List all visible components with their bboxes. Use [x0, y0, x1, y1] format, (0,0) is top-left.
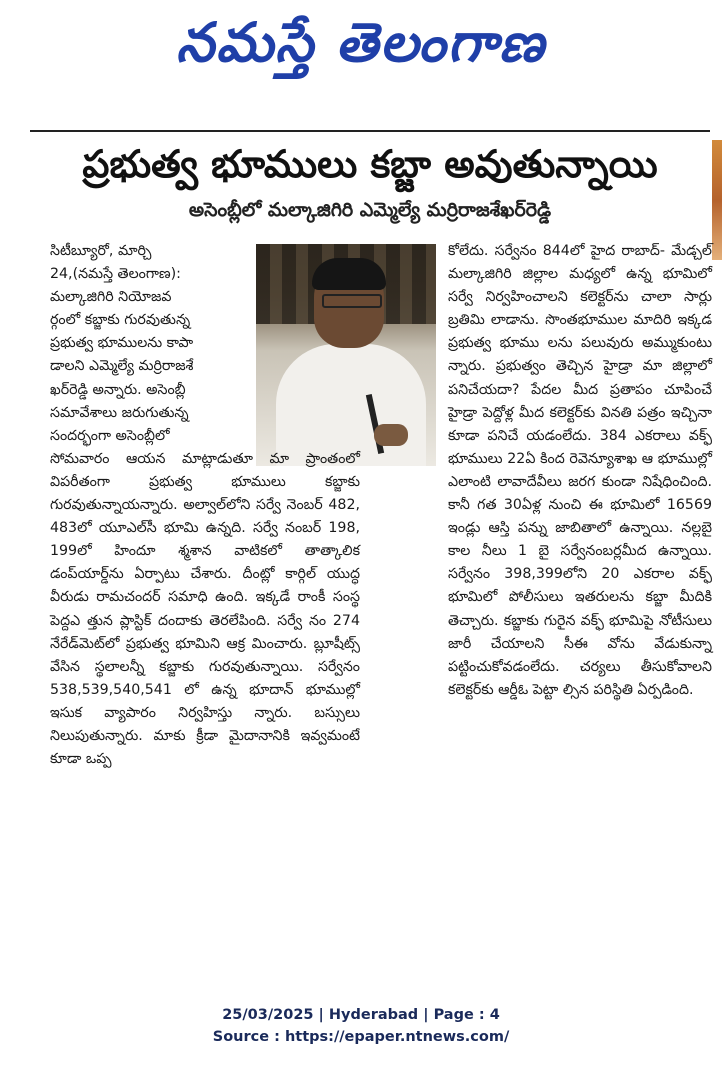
left-top-line: ప్రభుత్వ భూములను కాపా [50, 335, 194, 352]
article-column-left [50, 240, 360, 771]
left-top-line: మల్కాజిగిరి నియోజవ [50, 289, 172, 306]
left-top-line: ర్గంలో కబ్జాకు గురవుతున్న [50, 312, 191, 329]
adjacent-photo-edge [712, 140, 722, 260]
left-top-line: సమావేశాలు జరుగుతున్న [50, 404, 189, 421]
left-top-line: ఖర్‌రెడ్డి అన్నారు. అసెంబ్లీ [50, 381, 186, 398]
left-top-line: సిటీబ్యూరో, మార్చి [50, 243, 152, 259]
footer-date-page: 25/03/2025 | Hyderabad | Page : 4 [222, 1007, 500, 1023]
left-top-line: డాలని ఎమ్మెల్యే మర్రిరాజశే [50, 358, 194, 375]
photo-hand [374, 424, 408, 446]
footer-source: Source : https://epaper.ntnews.com/ [212, 1029, 510, 1045]
article-column-right [448, 240, 712, 702]
adjacent-article-edge [712, 135, 722, 995]
news-article [30, 130, 710, 992]
left-top-line: సందర్భంగా అసెంబ్లీలో [50, 427, 170, 444]
article-subheadline: అసెంబ్లీలో మల్కాజిగిరి ఎమ్మెల్యే మర్రిరాజశేఖర్‌రెడ్డి [188, 199, 552, 221]
left-top-line: 24,(నమస్తే తెలంగాణ): [50, 266, 181, 283]
masthead [0, 4, 722, 84]
right-column-body: కోలేదు. సర్వేనం 844లో హైద రాబాద్- మేడ్చల్ మల్కాజిగిరి జిల్లాల మధ్యలో ఉన్న భూమిలో సర్వే నిర్వహించాలని కలెక్టర్‌ను చాలా సార్లు బ్రతిమి లాడాను. సొంతభూముల మాదిరి ఇక్కడ ప్రభుత్వ భూము లను పలువురు అమ్ముకుంటు న్నారు. ప్రభుత్వం తెచ్చిన హైడ్రా మా జిల్లాలో పనిచేయదా? పేదల మీద ప్రతాపం చూపించే హైడ్రా పెద్దోళ్ల మీద కలెక్టర్‌కు వినతి పత్రం ఇచ్చినా కూడా పనిచే యడంలేదు. 384 ఎకరాలు వక్ఫ్ భూములు 22ఏ కింద రెవెన్యూశాఖ ఆ భూముల్లో ఎలాంటి లావాదేవీలు జరగ కుండా నిషేధించింది. కానీ గత 30ఏళ్ల నుంచి ఈ భూమిలో 16569 ఇండ్లు ఆస్తి పన్ను జాబితాలో ఉన్నాయి. నల్లబై కాల నీలు 1 బై సర్వేనంబర్లమీద ఉన్నాయి. సర్వేనం 398,399లోని 20 ఎకరాల వక్ఫ్ భూమిలో పోలీసులు ఇతరులను కబ్జా మీదికి తెచ్చారు. కబ్జాకు గురైన వక్ఫ్ భూమిపై నోటీసులు జారీ చేయాలని సీఈ వోను వేడుకున్నా పట్టించుకోవడంలేదు. చర్యలు తీసుకోవాలని కలెక్టర్‌కు ఆర్డీఓ పెట్టా ల్సిన పరిస్థితి ఏర్పడింది. [448, 243, 712, 698]
newspaper-logo: నమస్తే తెలంగాణ [176, 10, 546, 74]
page-footer [0, 1004, 722, 1048]
left-column-top-lines [50, 240, 254, 448]
left-column-body: సోమవారం ఆయన మాట్లాడుతూ మా ప్రాంతంలో విపరీతంగా ప్రభుత్వ భూములు కబ్జాకు గురవుతున్నాయన్నారు. అల్వాల్‌లోని సర్వే నెంబర్ 482, 483లో యూఎల్‌సీ భూమి ఉన్నది. సర్వే నంబర్ 198, 199లో హిందూ శ్మశాన వాటికలో తాత్కాలిక డంప్‌యార్డ్‌ను ఏర్పాటు చేశారు. దీంట్లో కార్గిల్ యుద్ధ వీరుడు రామచందర్ సమాధి ఉంది. ఇక్కడే రాంకీ సంస్థ పెద్దఎ త్తున ప్లాస్టిక్ దందాకు తెరలేపింది. సర్వే నం 274 నేరేడ్‌మెట్‌లో ప్రభుత్వ భూమిని ఆక్ర మించారు. బ్లూషీట్స్ వేసిన స్థలాలన్నీ కబ్జాకు గురవుతున్నాయి. సర్వేనం 538,539,540,541 లో ఉన్న భూదాన్ భూముల్లో ఇసుక వ్యాపారం నిర్వహిస్తు న్నారు. బస్సులు నిలుపుతున్నారు. మాకు క్రీడా మైదానానికి ఇవ్వమంటే కూడా ఒప్ప [50, 450, 360, 768]
article-headline: ప్రభుత్వ భూములు కబ్జా అవుతున్నాయి [82, 142, 658, 186]
